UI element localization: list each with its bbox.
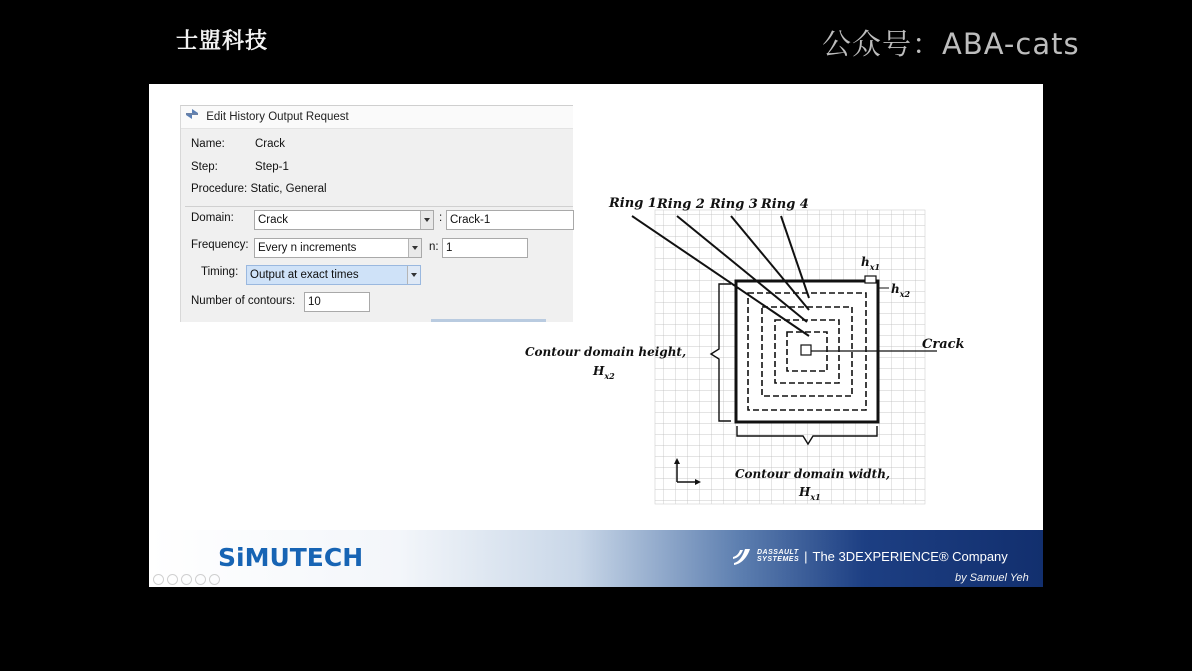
hx1-element	[865, 276, 876, 283]
procedure-label: Procedure:	[191, 183, 248, 195]
width-label: Contour domain width,	[735, 467, 891, 481]
height-label: Contour domain height,	[525, 345, 687, 359]
domain-select[interactable]	[254, 210, 434, 230]
step-label: Step:	[191, 161, 218, 173]
timing-select[interactable]	[246, 265, 421, 285]
crack-tip-element	[801, 345, 811, 355]
contour-rings-diagram	[519, 192, 969, 512]
ring-1-label: Ring 1	[609, 196, 657, 211]
frequency-select[interactable]	[254, 238, 422, 258]
hx2-label: $h_{x2}$	[891, 282, 911, 299]
n-input[interactable]: 1	[442, 238, 528, 258]
contours-input[interactable]: 10	[304, 292, 370, 312]
timing-select-value: Output at exact times	[250, 269, 359, 281]
next-slide-icon[interactable]	[167, 574, 178, 585]
n-label: n:	[429, 241, 439, 253]
zoom-icon[interactable]	[195, 574, 206, 585]
name-value: Crack	[255, 138, 286, 150]
frequency-label: Frequency:	[191, 239, 249, 251]
step-value: Step-1	[255, 161, 289, 173]
presentation-slide	[149, 84, 1043, 587]
dialog-divider	[185, 206, 573, 207]
simutech-logo: SiMUTECH	[218, 543, 364, 572]
ring-2-label: Ring 2	[657, 197, 705, 212]
crack-label: Crack	[922, 337, 965, 352]
step-row	[191, 161, 289, 173]
watermark-company: 士盟科技	[176, 29, 269, 54]
frequency-select-value: Every n increments	[258, 242, 357, 254]
contours-label: Number of contours:	[191, 295, 296, 307]
ds-separator: |	[804, 548, 808, 564]
name-label: Name:	[191, 138, 225, 150]
ring-4-label: Ring 4	[761, 197, 809, 212]
ds-emblem-icon	[731, 546, 753, 566]
slide-footer	[149, 530, 1043, 587]
dialog-title: Edit History Output Request	[206, 111, 349, 124]
procedure-value: Static, General	[250, 183, 327, 195]
domain-select-value: Crack	[258, 214, 289, 226]
crack-select-value: Crack-1	[450, 214, 491, 226]
width-symbol: $H_{x1}$	[799, 485, 821, 502]
dropdown-arrow-icon[interactable]	[407, 266, 420, 284]
abaqus-app-icon	[185, 106, 199, 128]
name-row	[191, 138, 285, 150]
ds-tagline: The 3DEXPERIENCE® Company	[812, 548, 1008, 564]
more-icon[interactable]	[209, 574, 220, 585]
procedure-row	[191, 183, 327, 195]
hx1-label: $h_{x1}$	[861, 255, 881, 272]
height-symbol: $H_{x2}$	[593, 364, 615, 381]
dialog-titlebar	[181, 106, 573, 129]
ds-wordmark: DASSAULT SYSTEMES	[757, 549, 800, 563]
slideshow-controls[interactable]	[153, 574, 220, 585]
author-byline: by Samuel Yeh	[955, 572, 1029, 584]
dassault-logo	[731, 546, 1008, 566]
history-output-dialog	[180, 105, 573, 322]
timing-label: Timing:	[201, 266, 239, 278]
watermark-account: 公众号：ABA-cats	[822, 27, 1080, 61]
dropdown-arrow-icon[interactable]	[408, 239, 421, 257]
prev-slide-icon[interactable]	[153, 574, 164, 585]
pen-icon[interactable]	[181, 574, 192, 585]
domain-label: Domain:	[191, 212, 234, 224]
ring-3-label: Ring 3	[710, 197, 758, 212]
dropdown-arrow-icon[interactable]	[420, 211, 433, 229]
domain-separator: :	[439, 212, 443, 224]
